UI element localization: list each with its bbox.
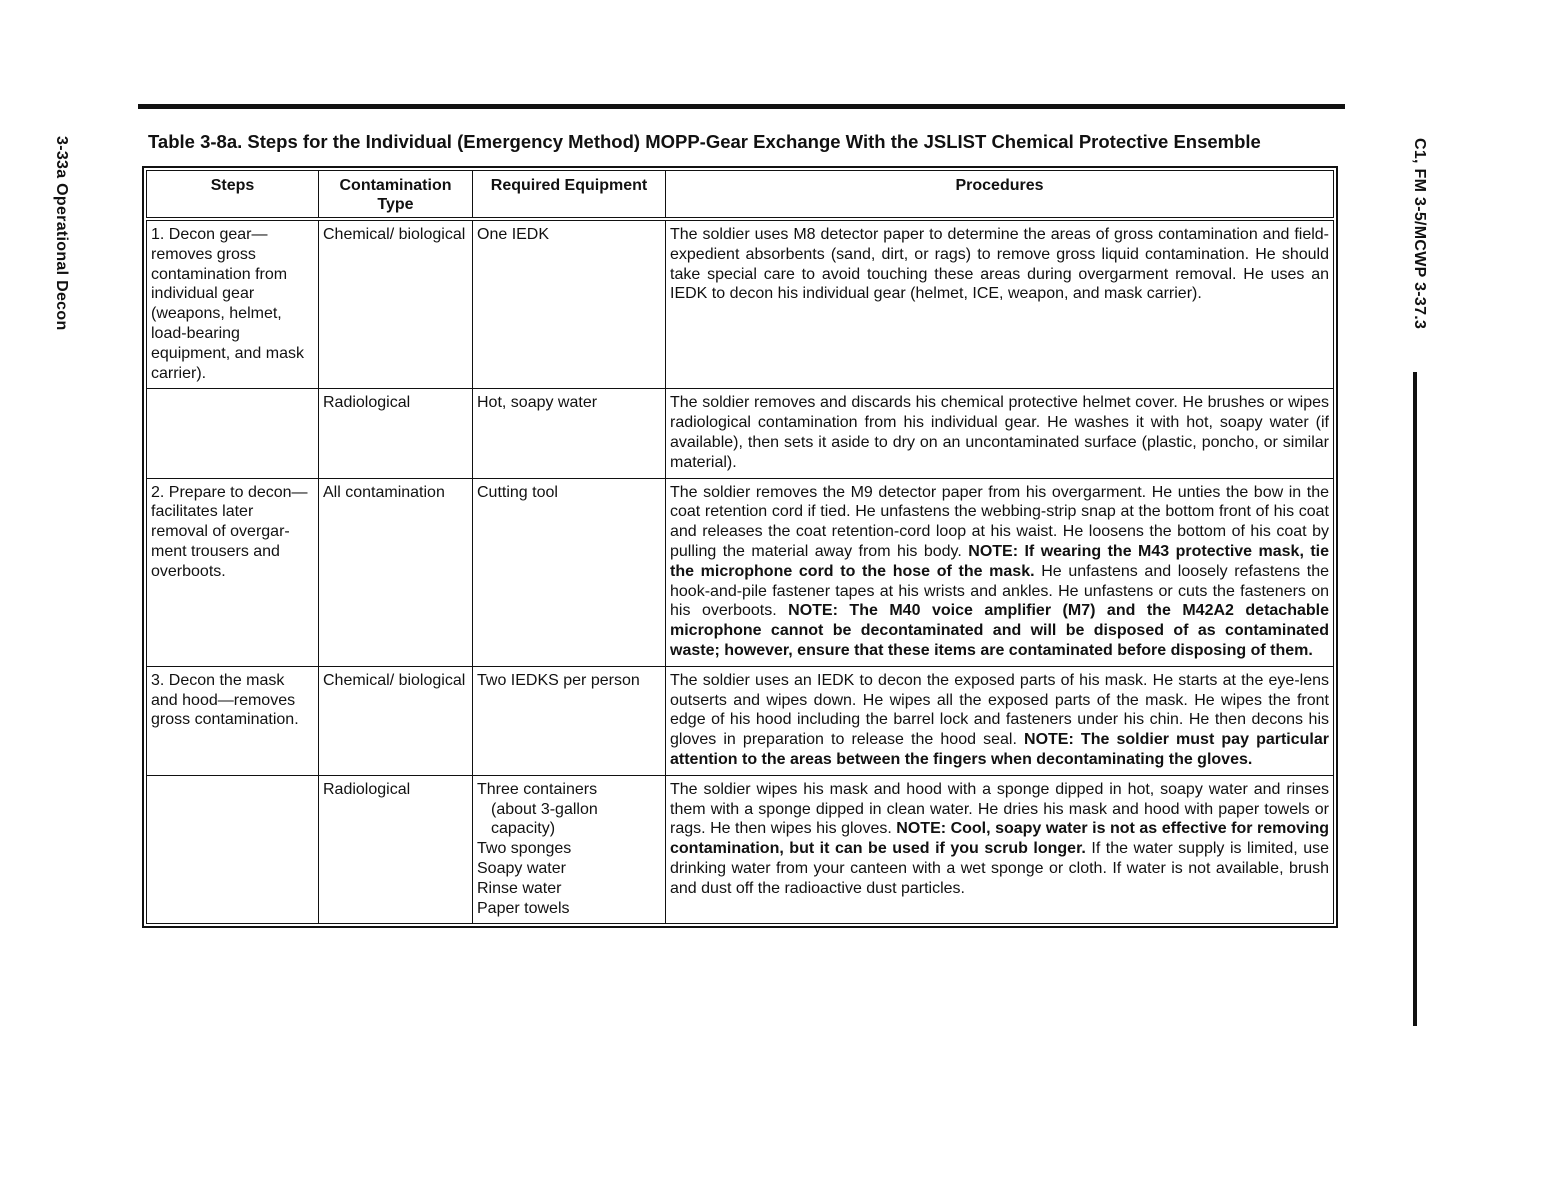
contamination-type-cell: Radiological [319, 389, 473, 478]
header-procedures: Procedures [666, 171, 1334, 220]
contamination-type-cell: Chemical/ biological [319, 666, 473, 775]
table-row [147, 478, 1334, 666]
table-header-row [147, 171, 1334, 220]
equipment-item: Cutting tool [477, 483, 558, 501]
equipment-item: One IEDK [477, 226, 550, 243]
table-title: Table 3-8a. Steps for the Individual (Emergency Method) MOPP-Gear Exchange With the JSLIST Chemical Protective Ensemble [148, 131, 1261, 152]
table-row [147, 775, 1334, 924]
contamination-type-cell: Radiological [319, 775, 473, 924]
procedure-text: If the water supply is limited, use drinking water from your canteen with a wet sponge or cloth. If water is not available, brush and dust off the radioactive dust particles. [670, 840, 1330, 897]
procedure-note: NOTE: The soldier must pay particular attention to the areas between the fingers when decontaminating the gloves. [670, 731, 1329, 768]
top-rule [138, 104, 1345, 109]
header-steps: Steps [147, 171, 319, 220]
steps-table [146, 170, 1334, 924]
procedure-text: The soldier wipes his mask and hood with a sponge dipped in hot, soapy water and rinses them with a sponge dipped in clean water. He dries his mask and hood with paper towels or rags. He then wipes his gloves. [670, 780, 1329, 838]
equipment-item: Paper towels [477, 899, 570, 917]
header-required-equipment: Required Equipment [473, 171, 666, 220]
manual-identifier-label: C1, FM 3-5/MCWP 3-37.3 [1411, 138, 1428, 330]
procedure-note: NOTE: Cool, soapy water is not as effective for removing contamination, but it can be used if you scrub longer. [670, 820, 1330, 858]
procedure-text: The soldier removes and discards his chemical protective helmet cover. He brushes or wipes radiological contamination from his individual gear. He washes it with hot, soapy water (if available), then sets it aside to dry on an uncontaminated surface (plastic, poncho, or similar material). [670, 394, 1329, 471]
equipment-item: Rinse water [477, 879, 562, 897]
procedure-text: The soldier removes the M9 detector paper from his overgarment. He unties the bow in the coat retention cord if tied. He unfastens the webbing-strip snap at the bottom front of his coat and releases the coat retention-cord loop at his waist. He loosens the bottom of his coat by pulling the material away from his body. [670, 483, 1329, 560]
equipment-item: Two sponges [477, 840, 572, 858]
procedure-text: The soldier uses M8 detector paper to determine the areas of gross contamination and field-expedient absorbents (sand, dirt, or rags) to remove gross liquid contamination. He should take special care to avoid touching these areas during overgarment removal. He uses an IEDK to decon his individual gear (helmet, ICE, weapon, and mask carrier). [670, 226, 1329, 303]
contamination-type-cell: Chemical/ biological [319, 219, 473, 389]
procedure-cell [666, 666, 1334, 775]
change-bar [1413, 372, 1417, 1026]
step-cell [147, 389, 319, 478]
contamination-type-cell: All contamination [319, 478, 473, 666]
required-equipment-cell [473, 775, 666, 924]
table-row [147, 389, 1334, 478]
steps-table-frame [142, 166, 1338, 928]
table-row [147, 219, 1334, 389]
procedure-text: The soldier uses an IEDK to decon the exposed parts of his mask. He starts at the eye-lens outserts and wipes down. He wipes all the exposed parts of the mask. He wipes the front edge of his hood including the barrel lock and fasteners under his chin. He then decons his gloves in preparation to release the hood seal. [670, 671, 1329, 749]
step-cell [147, 775, 319, 924]
procedure-cell [666, 219, 1334, 389]
page-number-section-label: 3-33a Operational Decon [53, 136, 70, 331]
procedure-cell [666, 775, 1334, 924]
procedure-cell [666, 389, 1334, 478]
step-cell: 2. Prepare to decon—facilitates later removal of overgar-ment trousers and overboots. [147, 478, 319, 666]
procedure-note: NOTE: If wearing the M43 protective mask, tie the microphone cord to the hose of the mask. [670, 542, 1330, 580]
equipment-item: Soapy water [477, 859, 566, 877]
equipment-item: Two IEDKS per person [477, 671, 640, 689]
required-equipment-cell [473, 478, 666, 666]
table-row [147, 666, 1334, 775]
required-equipment-cell [473, 389, 666, 478]
procedure-cell [666, 478, 1334, 666]
table-body [147, 219, 1334, 924]
header-contamination-type: Contamination Type [319, 171, 473, 220]
procedure-note: NOTE: The M40 voice amplifier (M7) and the M42A2 detachable microphone cannot be decontaminated and will be disposed of as contaminated waste; however, ensure that these items are contaminated before disposing of them. [670, 602, 1329, 659]
equipment-item: Hot, soapy water [477, 394, 598, 412]
equipment-item: Three containers [477, 780, 598, 798]
step-cell: 3. Decon the mask and hood—removes gross contamination. [147, 666, 319, 775]
required-equipment-cell [473, 219, 666, 389]
equipment-item: (about 3-gallon capacity) [491, 800, 598, 838]
required-equipment-cell [473, 666, 666, 775]
step-cell: 1. Decon gear—removes gross contamination from individual gear (weapons, helmet, load-bearing equipment, and mask carrier). [147, 219, 319, 389]
procedure-text: He unfastens and loosely refastens the hook-and-pile fastener tapes at his wrists and ankles. He unfastens or cuts the fasteners on his overboots. [670, 562, 1330, 620]
